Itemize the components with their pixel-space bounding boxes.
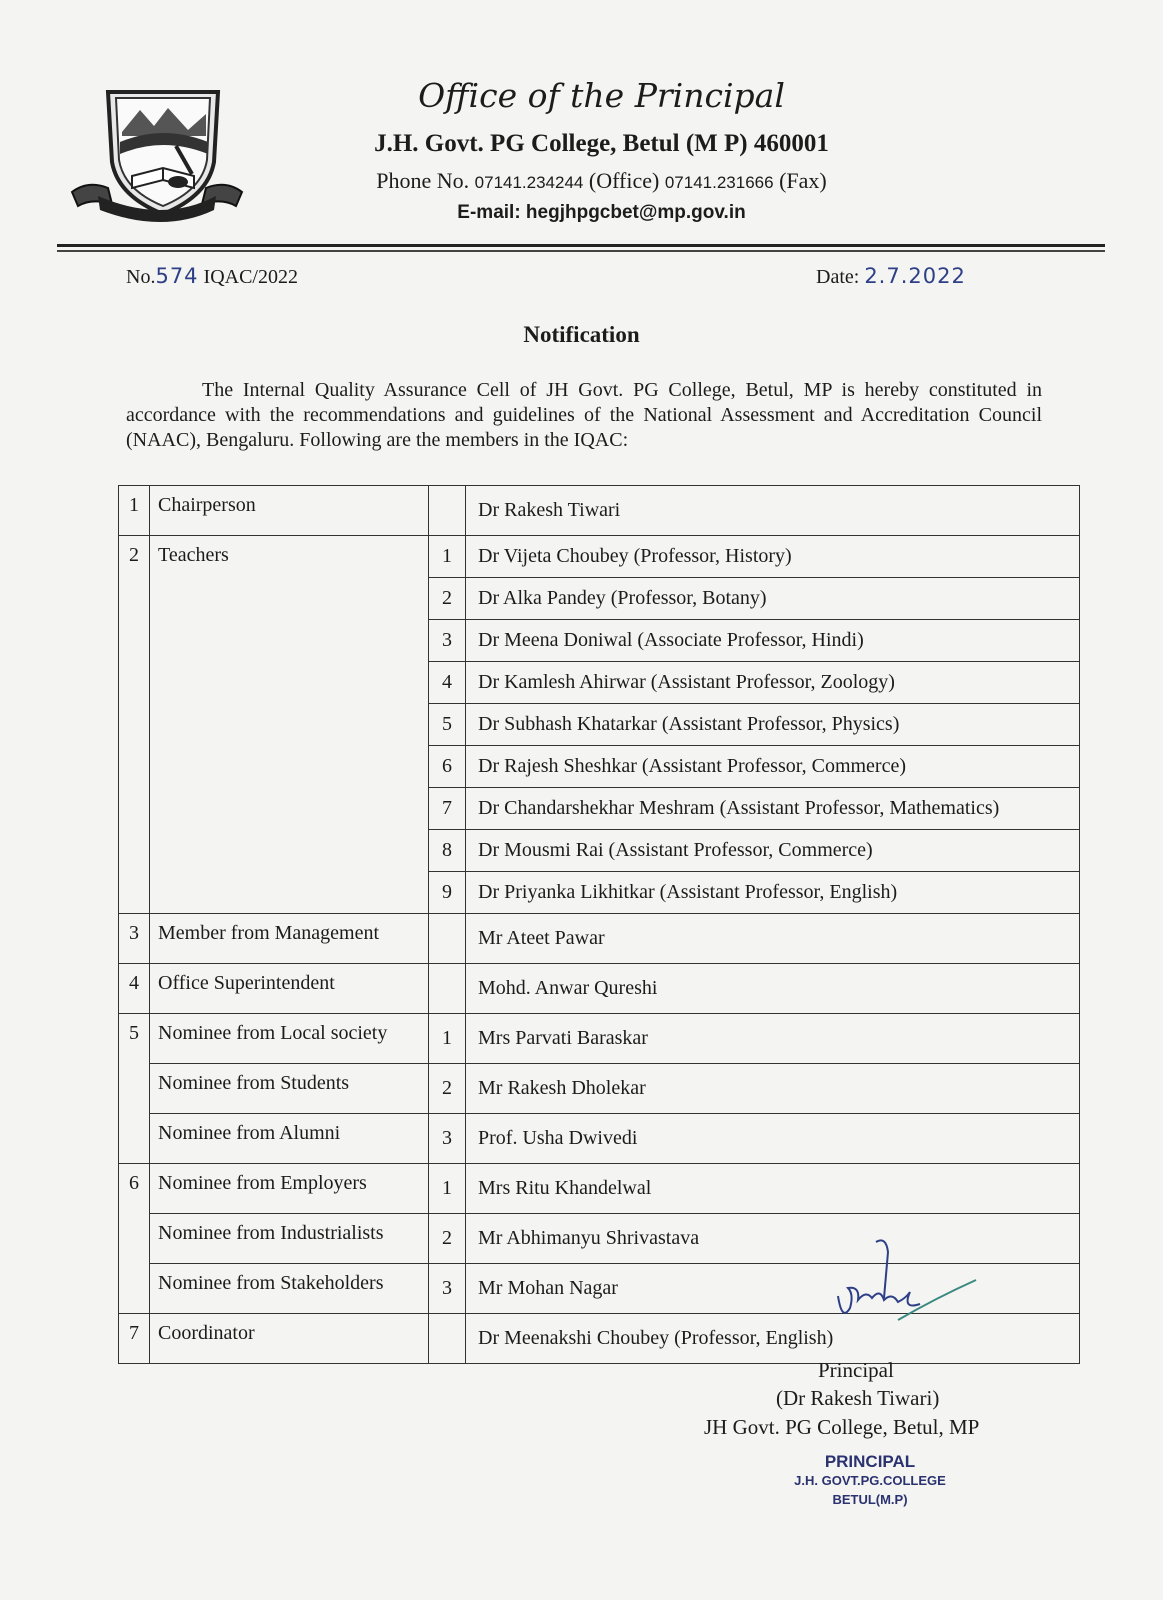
member-name-cell: Mohd. Anwar Qureshi	[466, 964, 1080, 1014]
phone-office-label: (Office)	[588, 168, 660, 193]
sub-number-cell: 2	[429, 578, 466, 620]
serial-number-cell: 1	[119, 486, 150, 536]
sub-number-cell	[429, 914, 466, 964]
member-name-cell: Mr Rakesh Dholekar	[466, 1064, 1080, 1114]
sub-number-cell: 6	[429, 746, 466, 788]
sub-number-cell	[429, 964, 466, 1014]
members-table	[118, 485, 1080, 1364]
member-name-cell: Dr Chandarshekhar Meshram (Assistant Professor, Mathematics)	[466, 788, 1080, 830]
reference-suffix: IQAC/2022	[203, 266, 298, 288]
sub-number-cell: 2	[429, 1214, 466, 1264]
sub-number-cell: 2	[429, 1064, 466, 1114]
category-cell: Nominee from Stakeholders	[150, 1264, 429, 1314]
phone-fax-number: 07141.231666	[664, 173, 774, 192]
category-cell: Nominee from Students	[150, 1064, 429, 1114]
category-cell: Nominee from Employers	[150, 1164, 429, 1214]
phone-fax-label: (Fax)	[779, 168, 827, 193]
sub-number-cell: 7	[429, 788, 466, 830]
sub-number-cell: 8	[429, 830, 466, 872]
letterhead-divider-secondary	[57, 250, 1105, 252]
member-name-cell: Prof. Usha Dwivedi	[466, 1114, 1080, 1164]
sub-number-cell: 1	[429, 1164, 466, 1214]
table-row	[119, 536, 1080, 578]
member-name-cell: Dr Rajesh Sheshkar (Assistant Professor, Commerce)	[466, 746, 1080, 788]
signatory-name: (Dr Rakesh Tiwari)	[776, 1386, 940, 1410]
member-name-cell: Dr Priyanka Likhitkar (Assistant Professor, English)	[466, 872, 1080, 914]
member-name-cell: Dr Rakesh Tiwari	[466, 486, 1080, 536]
member-name-cell: Dr Meenakshi Choubey (Professor, English)	[466, 1314, 1080, 1364]
category-cell: Nominee from Alumni	[150, 1114, 429, 1164]
date-line	[816, 264, 966, 289]
sub-number-cell: 5	[429, 704, 466, 746]
stamp-line-3: BETUL(M.P)	[832, 1492, 908, 1507]
category-cell: Nominee from Industrialists	[150, 1214, 429, 1264]
phone-label: Phone No.	[376, 168, 470, 193]
sub-number-cell	[429, 1314, 466, 1364]
member-name-cell: Dr Alka Pandey (Professor, Botany)	[466, 578, 1080, 620]
member-name-cell: Mr Ateet Pawar	[466, 914, 1080, 964]
category-cell: Office Superintendent	[150, 964, 429, 1014]
table-row	[119, 486, 1080, 536]
table-row	[119, 914, 1080, 964]
sub-number-cell	[429, 486, 466, 536]
intro-paragraph: The Internal Quality Assurance Cell of JH Govt. PG College, Betul, MP is hereby constituted in accordance with the recommendations and guidelines of the National Assessment and Accreditation Council (NAAC), Bengaluru. Following are the members in the IQAC:	[126, 379, 1042, 451]
letterhead-divider	[57, 244, 1105, 247]
serial-number-cell: 6	[119, 1164, 150, 1314]
serial-number-cell: 5	[119, 1014, 150, 1164]
serial-number-cell: 2	[119, 536, 150, 914]
table-row	[119, 1064, 1080, 1114]
notification-heading: Notification	[523, 322, 640, 347]
category-cell: Chairperson	[150, 486, 429, 536]
category-cell: Teachers	[150, 536, 429, 914]
sub-number-cell: 3	[429, 620, 466, 662]
category-cell: Member from Management	[150, 914, 429, 964]
member-name-cell: Dr Mousmi Rai (Assistant Professor, Commerce)	[466, 830, 1080, 872]
stamp-line-1: PRINCIPAL	[824, 1452, 916, 1471]
signatory-title: Principal	[818, 1358, 894, 1382]
reference-number	[126, 264, 298, 289]
sub-number-cell: 3	[429, 1264, 466, 1314]
member-name-cell: Dr Vijeta Choubey (Professor, History)	[466, 536, 1080, 578]
sub-number-cell: 9	[429, 872, 466, 914]
email-line: E-mail: hegjhpgcbet@mp.gov.in	[457, 202, 746, 223]
sub-number-cell: 4	[429, 662, 466, 704]
member-name-cell: Mrs Parvati Baraskar	[466, 1014, 1080, 1064]
date-label: Date:	[816, 266, 860, 288]
stamp-line-2: J.H. GOVT.PG.COLLEGE	[794, 1473, 946, 1488]
sub-number-cell: 3	[429, 1114, 466, 1164]
table-row	[119, 1014, 1080, 1064]
member-name-cell: Mr Mohan Nagar	[466, 1264, 1080, 1314]
member-name-cell: Mrs Ritu Khandelwal	[466, 1164, 1080, 1214]
phone-line	[0, 168, 1163, 194]
sub-number-cell: 1	[429, 1014, 466, 1064]
serial-number-cell: 3	[119, 914, 150, 964]
college-name: J.H. Govt. PG College, Betul (M P) 460001	[374, 130, 829, 157]
principal-stamp	[780, 1452, 960, 1509]
member-name-cell: Dr Meena Doniwal (Associate Professor, Hindi)	[466, 620, 1080, 662]
office-title: Office of the Principal	[418, 76, 785, 115]
member-name-cell: Mr Abhimanyu Shrivastava	[466, 1214, 1080, 1264]
date-handwritten-value: 2.7.2022	[864, 264, 966, 288]
table-row	[119, 1114, 1080, 1164]
category-cell: Coordinator	[150, 1314, 429, 1364]
signatory-college: JH Govt. PG College, Betul, MP	[704, 1415, 980, 1439]
serial-number-cell: 4	[119, 964, 150, 1014]
table-row	[119, 964, 1080, 1014]
serial-number-cell: 7	[119, 1314, 150, 1364]
reference-prefix: No.	[126, 266, 156, 288]
members-table-body	[119, 486, 1080, 1364]
category-cell: Nominee from Local society	[150, 1014, 429, 1064]
sub-number-cell: 1	[429, 536, 466, 578]
member-name-cell: Dr Subhash Khatarkar (Assistant Professor, Physics)	[466, 704, 1080, 746]
table-row	[119, 1164, 1080, 1214]
phone-office-number: 07141.234244	[474, 173, 584, 192]
reference-handwritten-number: 574	[155, 264, 199, 288]
member-name-cell: Dr Kamlesh Ahirwar (Assistant Professor, Zoology)	[466, 662, 1080, 704]
signature-mark	[836, 1238, 996, 1328]
